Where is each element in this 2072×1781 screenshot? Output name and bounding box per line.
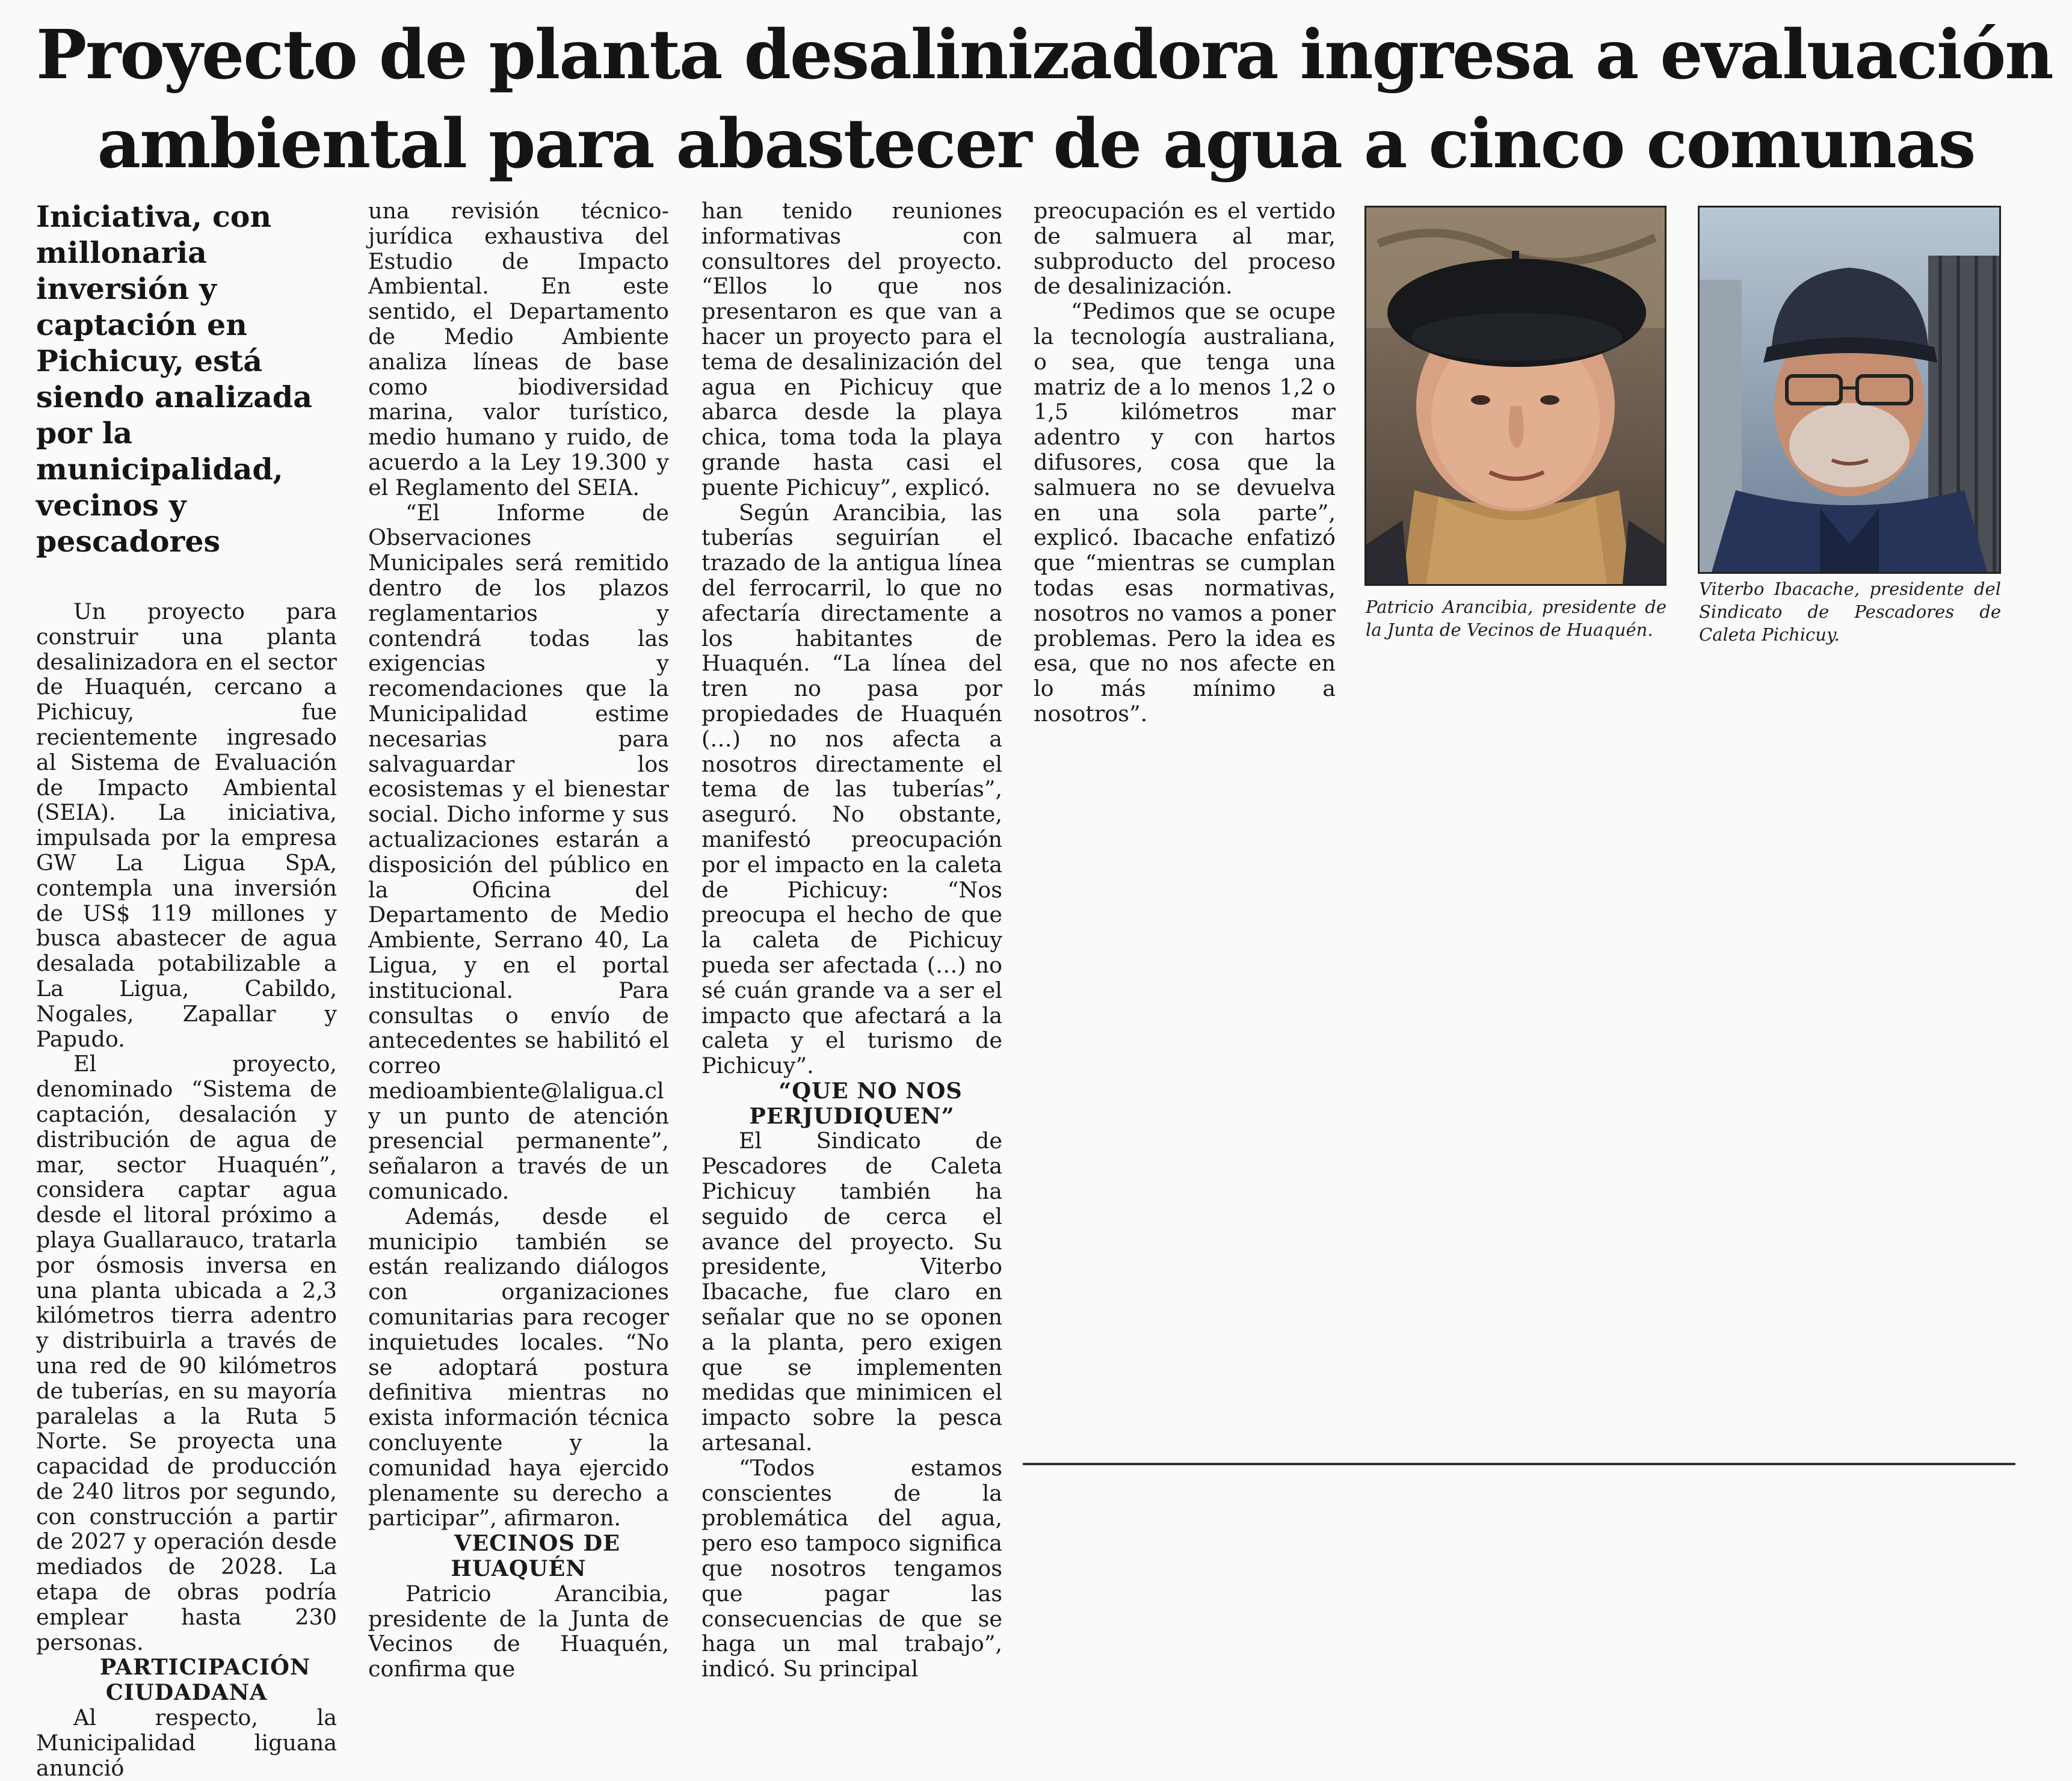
- article-column-4: [1034, 198, 1336, 1444]
- subhead-vecinos: VECINOS DE HUAQUÉN: [451, 1530, 620, 1582]
- paragraph: preocupación es el vertido de salmuera al mar, subproducto del proceso de desalinización.: [1034, 198, 1336, 300]
- paragraph: Patricio Arancibia, presidente de la Junta de Vecinos de Huaquén, confirma que: [368, 1580, 669, 1682]
- deck: Iniciativa, con millonaria inversión y captación en Pichicuy, está siendo analizada por la municipalidad, vecinos y pescadores: [36, 199, 312, 559]
- paragraph: Al respecto, la Municipalidad liguana anunció: [36, 1705, 337, 1781]
- paragraph: “El Informe de Observaciones Municipales será remitido dentro de los plazos reglamentarios y contendrá todas las exigencias y recomendaciones que la Municipalidad estime necesarias para salvaguardar los ecosistemas y el bienestar social. Dicho informe y sus actualizaciones estarán a disposición del público en la Oficina del Departamento de Medio Ambiente, Serrano 40, La Ligua, y en el portal institucional. Para consultas o envío de antecedentes se habilitó el correo medioambiente@laligua.cl y un punto de atención presencial permanente”, señalaron a través de un comunicado.: [368, 499, 669, 1205]
- paragraph: Un proyecto para construir una planta desalinizadora en el sector de Huaquén, cercano a Pichicuy, fue recientemente ingresado al Sistema de Evaluación de Impacto Ambiental (SEIA). La iniciativa, impulsada por la empresa GW La Ligua SpA, contempla una inversión de US$ 119 millones y busca abastecer de agua desalada potabilizable a La Ligua, Cabildo, Nogales, Zapallar y Papudo.: [36, 598, 337, 1052]
- paragraph: El proyecto, denominado “Sistema de captación, desalación y distribución de agua de mar, sector Huaquén”, considera captar agua desde el litoral próximo a playa Guallarauco, tratarla por ósmosis inversa en una planta ubicada a 2,3 kilómetros tierra adentro y distribuirla a través de una red de 90 kilómetros de tuberías, en su mayoría paralelas a la Ruta 5 Norte. Se proyecta una capacidad de producción de 240 litros por segundo, con construcción a partir de 2027 y operación desde mediados de 2028. La etapa de obras podría emplear hasta 230 personas.: [36, 1051, 337, 1655]
- paragraph: Además, desde el municipio también se están realizando diálogos con organizaciones comunitarias para recoger inquietudes locales. “No se adoptará postura definitiva mientras no exista información técnica concluyente y la comunidad haya ejercido plenamente su derecho a participar”, afirmaron.: [368, 1203, 669, 1531]
- paragraph: El Sindicato de Pescadores de Caleta Pichicuy también ha seguido de cerca el avance del proyecto. Su presidente, Viterbo Ibacache, fue claro en señalar que no se oponen a la planta, pero exigen que se implementen medidas que minimicen el impacto sobre la pesca artesanal.: [701, 1128, 1002, 1456]
- article-column-1: [36, 198, 337, 1781]
- paragraph: “Todos estamos conscientes de la problemática del agua, pero eso tampoco significa que nosotros tengamos que pagar las consecuencias de que se haga un mal trabajo”, indicó. Su principal: [701, 1454, 1002, 1682]
- paragraph: han tenido reuniones informativas con consultores del proyecto. “Ellos lo que nos presentaron es que van a hacer un proyecto para el tema de desalinización del agua en Pichicuy que abarca desde la playa chica, toma toda la playa grande hasta casi el puente Pichicuy”, explicó.: [701, 198, 1002, 500]
- photo-caption-2: Viterbo Ibacache, presidente del Sindicato de Pescadores de Caleta Pichicuy.: [1699, 579, 2001, 645]
- photo-viterbo-ibacache: [1698, 206, 2001, 574]
- portrait-illustration: [1366, 208, 1665, 584]
- portrait-illustration: [1700, 208, 1999, 572]
- headline-line-2: ambiental para abastecer de agua a cinco comunas: [97, 105, 1975, 183]
- paragraph: una revisión técnico-jurídica exhaustiva del Estudio de Impacto Ambiental. En este sentido, el Departamento de Medio Ambiente analiza líneas de base como biodiversidad marina, valor turístico, medio humano y ruido, de acuerdo a la Ley 19.300 y el Reglamento del SEIA.: [368, 198, 669, 500]
- bottom-rule: [1023, 1463, 2015, 1465]
- subhead-perjudiquen: “QUE NO NOS PERJUDIQUEN”: [749, 1077, 963, 1129]
- headline: [36, 11, 2053, 189]
- photo-caption-1: Patricio Arancibia, presidente de la Junta de Vecinos de Huaquén.: [1366, 597, 1667, 640]
- subhead-participacion: PARTICIPACIÓN CIUDADANA: [99, 1654, 311, 1706]
- photo-patricio-arancibia: [1364, 206, 1667, 586]
- paragraph: “Pedimos que se ocupe la tecnología australiana, o sea, que tenga una matriz de a lo menos 1,2 o 1,5 kilómetros mar adentro y con hartos difusores, cosa que la salmuera no se devuelva en una sola parte”, explicó. Ibacache enfatizó que “mientras se cumplan todas esas normativas, nosotros no vamos a poner problemas. Pero la idea es esa, que no nos afecte en lo más mínimo a nosotros”.: [1034, 298, 1336, 727]
- article-column-3: [701, 198, 1002, 1682]
- paragraph: Según Arancibia, las tuberías seguirían el trazado de la antigua línea del ferrocarril, lo que no afectaría directamente a los habitantes de Huaquén. “La línea del tren no pasa por propiedades de Huaquén (…) no nos afecta a nosotros directamente el tema de las tuberías”, aseguró. No obstante, manifestó preocupación por el impacto en la caleta de Pichicuy: “Nos preocupa el hecho de que la caleta de Pichicuy pueda ser afectada (…) no sé cuán grande va a ser el impacto que afectará a la caleta y el turismo de Pichicuy”.: [701, 499, 1002, 1079]
- article-column-2: [368, 198, 669, 1682]
- headline-line-1: Proyecto de planta desalinizadora ingresa a evaluación: [36, 16, 2053, 94]
